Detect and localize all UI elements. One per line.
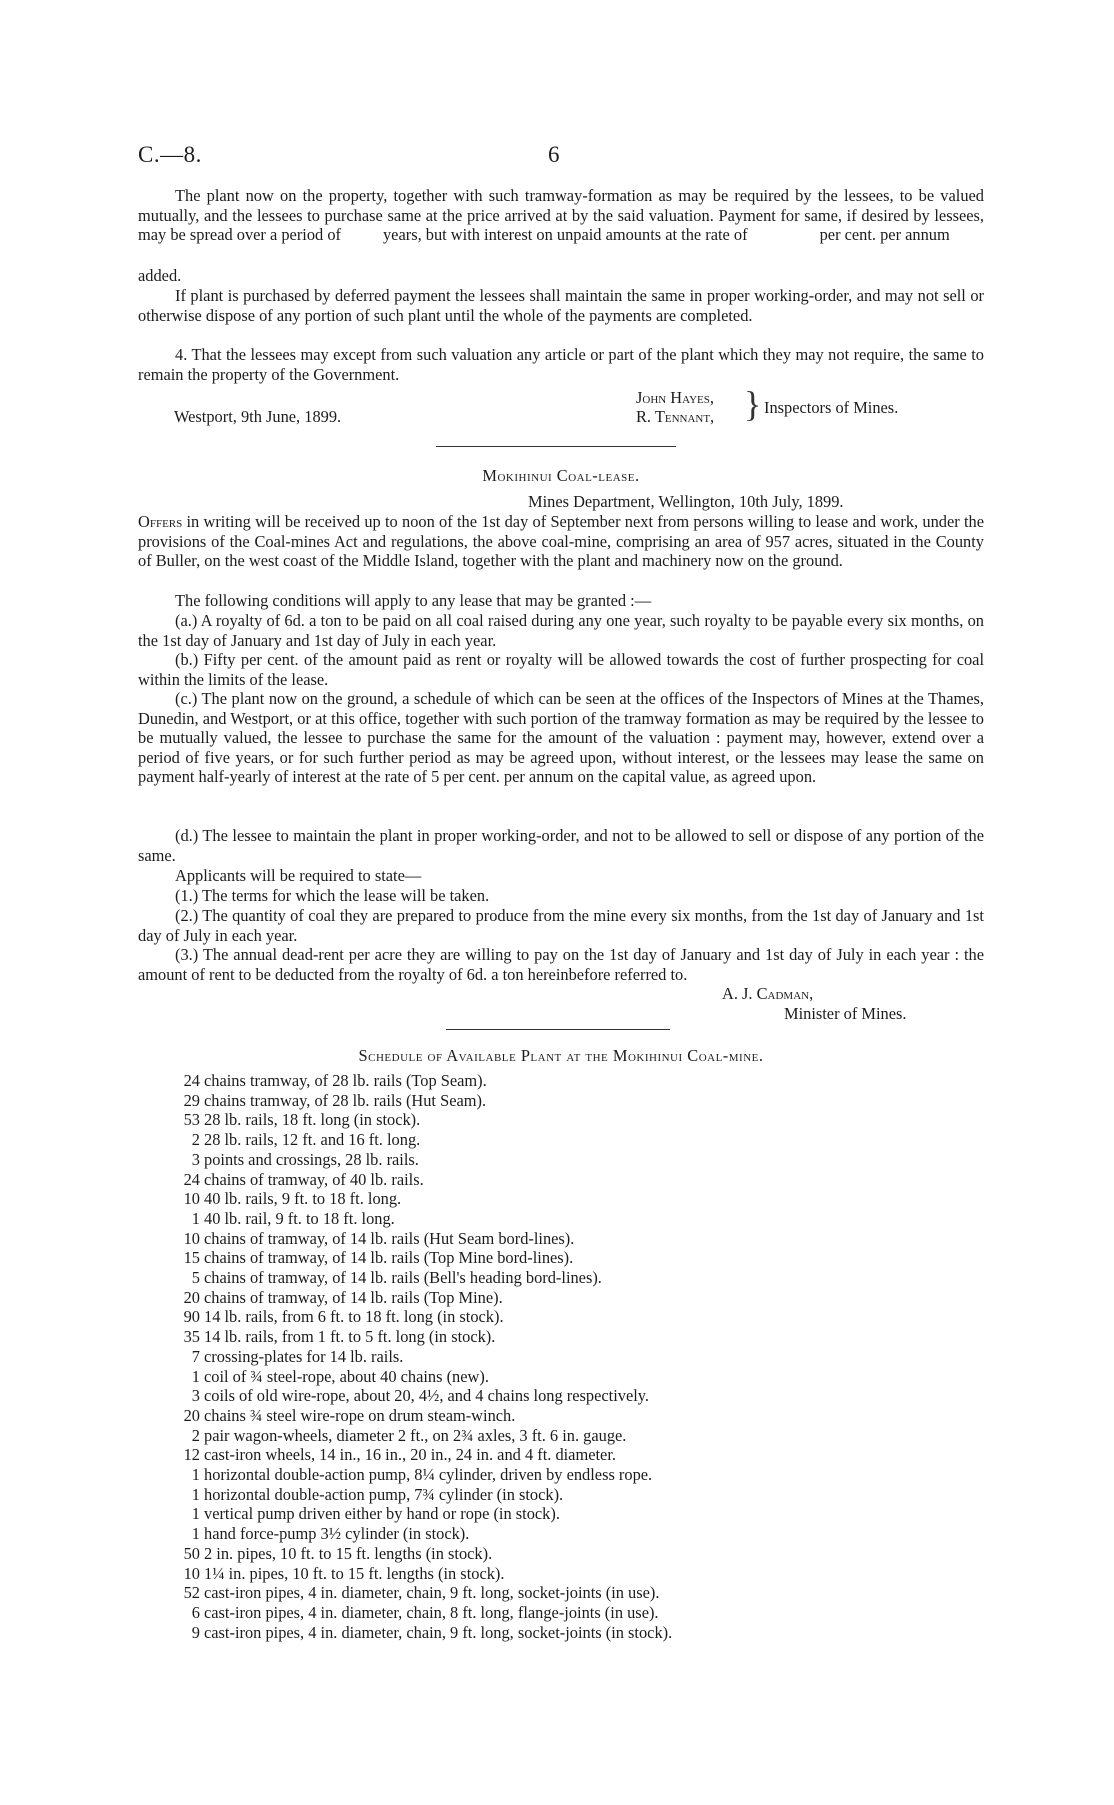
list-item: 3 coils of old wire-rope, about 20, 4½, and 4 chains long respectively. bbox=[191, 1386, 650, 1406]
list-item: 10 chains of tramway, of 14 lb. rails (Hut Seam bord-lines). bbox=[183, 1228, 575, 1248]
requirement-3: (3.) The annual dead-rent per acre they are willing to pay on the 1st day of January and 1st day of July in each year : the amount of rent to be deducted from the royalty of 6d. a ton hereinbefore referred to. bbox=[138, 945, 984, 984]
divider-rule bbox=[436, 446, 676, 447]
list-item: 53 28 lb. rails, 18 ft. long (in stock). bbox=[183, 1110, 421, 1130]
lease-title: Mokihinui Coal-lease. bbox=[482, 466, 640, 485]
list-item: 24 chains of tramway, of 40 lb. rails. bbox=[183, 1169, 424, 1189]
minister-title: Minister of Mines. bbox=[784, 1004, 907, 1023]
list-item: 2 pair wagon-wheels, diameter 2 ft., on 2¾ axles, 3 ft. 6 in. gauge. bbox=[191, 1425, 627, 1445]
list-item: 50 2 in. pipes, 10 ft. to 15 ft. lengths (in stock). bbox=[183, 1543, 493, 1563]
requirement-1: (1.) The terms for which the lease will be taken. bbox=[175, 886, 490, 905]
lease-dateline: Mines Department, Wellington, 10th July, 1899. bbox=[528, 492, 844, 511]
list-item: 10 40 lb. rails, 9 ft. to 18 ft. long. bbox=[183, 1189, 402, 1209]
list-item: 1 coil of ¾ steel-rope, about 40 chains (new). bbox=[191, 1366, 489, 1386]
list-item: 1 40 lb. rail, 9 ft. to 18 ft. long. bbox=[191, 1208, 395, 1228]
list-item: 6 cast-iron pipes, 4 in. diameter, chain, 8 ft. long, flange-joints (in use). bbox=[191, 1602, 659, 1622]
signer-hayes: John Hayes, bbox=[636, 388, 714, 407]
deferred-payment-paragraph: If plant is purchased by deferred payment the lessees shall maintain the same in proper working-order, and may not sell or otherwise dispose of any portion of such plant until the whole of the payments are completed. bbox=[138, 286, 984, 325]
condition-c: (c.) The plant now on the ground, a schedule of which can be seen at the offices of the Inspectors of Mines at the Thames, Dunedin, and Westport, or at this office, together with such portion of the tramway formation as may be required by the lessee to be mutually valued, the lessee to purchase the same for the amount of the valuation : payment may, however, extend over a period of five years, or for such further period as may be agreed upon, without interest, or the lessees may lease the same on payment half-yearly of interest at the rate of 5 per cent. per annum on the capital value, as agreed upon. bbox=[138, 689, 984, 787]
list-item: 10 1¼ in. pipes, 10 ft. to 15 ft. lengths (in stock). bbox=[183, 1563, 505, 1583]
brace-glyph: } bbox=[744, 384, 762, 424]
page-number: 6 bbox=[548, 142, 560, 167]
exception-paragraph: 4. That the lessees may except from such valuation any article or part of the plant which they may not require, the same to remain the property of the Government. bbox=[138, 345, 984, 384]
list-item: 1 vertical pump driven either by hand or rope (in stock). bbox=[191, 1504, 560, 1524]
signer-tennant: R. Tennant, bbox=[636, 407, 715, 426]
list-item: 9 cast-iron pipes, 4 in. diameter, chain, 9 ft. long, socket-joints (in stock). bbox=[191, 1622, 673, 1642]
plant-valuation-paragraph: The plant now on the property, together with such tramway-formation as may be required by the lessees, to be valued mutually, and the lessees to purchase same at the price arrived at by the said valuation. Payment for same, if desired by lessees, may be spread over a period of years, but with interest on unpaid amounts at the rate of per cent. per annum bbox=[138, 186, 984, 245]
list-item: 7 crossing-plates for 14 lb. rails. bbox=[191, 1346, 404, 1366]
conditions-intro: The following conditions will apply to any lease that may be granted :— bbox=[175, 591, 652, 610]
added-line: added. bbox=[138, 266, 182, 285]
list-item: 52 cast-iron pipes, 4 in. diameter, chain, 9 ft. long, socket-joints (in use). bbox=[183, 1583, 660, 1603]
list-item: 12 cast-iron wheels, 14 in., 16 in., 20 in., 24 in. and 4 ft. diameter. bbox=[183, 1445, 616, 1465]
list-item: 1 horizontal double-action pump, 7¾ cylinder (in stock). bbox=[191, 1484, 564, 1504]
list-item: 20 chains ¾ steel wire-rope on drum steam-winch. bbox=[183, 1405, 516, 1425]
list-item: 1 hand force-pump 3½ cylinder (in stock). bbox=[191, 1524, 470, 1544]
list-item: 1 horizontal double-action pump, 8¼ cylinder, driven by endless rope. bbox=[191, 1465, 653, 1485]
list-item: 5 chains of tramway, of 14 lb. rails (Bell's heading bord-lines). bbox=[191, 1268, 602, 1288]
condition-a: (a.) A royalty of 6d. a ton to be paid on all coal raised during any one year, such royalty to be payable every six months, on the 1st day of January and 1st day of July in each year. bbox=[138, 611, 984, 650]
list-item: 29 chains tramway, of 28 lb. rails (Hut Seam). bbox=[183, 1090, 487, 1110]
document-reference: C.—8. bbox=[138, 142, 202, 167]
inspectors-title: Inspectors of Mines. bbox=[764, 398, 899, 417]
list-item: 20 chains of tramway, of 14 lb. rails (Top Mine). bbox=[183, 1287, 503, 1307]
list-item: 2 28 lb. rails, 12 ft. and 16 ft. long. bbox=[191, 1130, 421, 1150]
condition-b: (b.) Fifty per cent. of the amount paid as rent or royalty will be allowed towards the cost of further prospecting for coal within the limits of the lease. bbox=[138, 650, 984, 689]
divider-rule bbox=[446, 1029, 670, 1030]
list-item: 35 14 lb. rails, from 1 ft. to 5 ft. long (in stock). bbox=[183, 1327, 496, 1347]
list-item: 15 chains of tramway, of 14 lb. rails (Top Mine bord-lines). bbox=[183, 1248, 574, 1268]
schedule-list bbox=[166, 1071, 672, 1642]
place-date: Westport, 9th June, 1899. bbox=[174, 407, 342, 426]
list-item: 90 14 lb. rails, from 6 ft. to 18 ft. long (in stock). bbox=[183, 1307, 504, 1327]
schedule-title: Schedule of Available Plant at the Mokihinui Coal-mine. bbox=[358, 1046, 764, 1065]
signer-cadman: A. J. Cadman, bbox=[722, 984, 814, 1003]
list-item: 24 chains tramway, of 28 lb. rails (Top Seam). bbox=[183, 1071, 487, 1090]
offers-paragraph: Offers in writing will be received up to noon of the 1st day of September next from persons willing to lease and work, under the provisions of the Coal-mines Act and regulations, the above coal-mine, comprising an area of 957 acres, situated in the County of Buller, on the west coast of the Middle Island, together with the plant and machinery now on the ground. bbox=[138, 512, 984, 571]
list-item: 3 points and crossings, 28 lb. rails. bbox=[191, 1149, 419, 1169]
requirement-2: (2.) The quantity of coal they are prepared to produce from the mine every six months, from the 1st day of January and 1st day of July in each year. bbox=[138, 906, 984, 945]
applicants-intro: Applicants will be required to state— bbox=[175, 866, 422, 885]
condition-d: (d.) The lessee to maintain the plant in proper working-order, and not to be allowed to sell or dispose of any portion of the same. bbox=[138, 826, 984, 865]
